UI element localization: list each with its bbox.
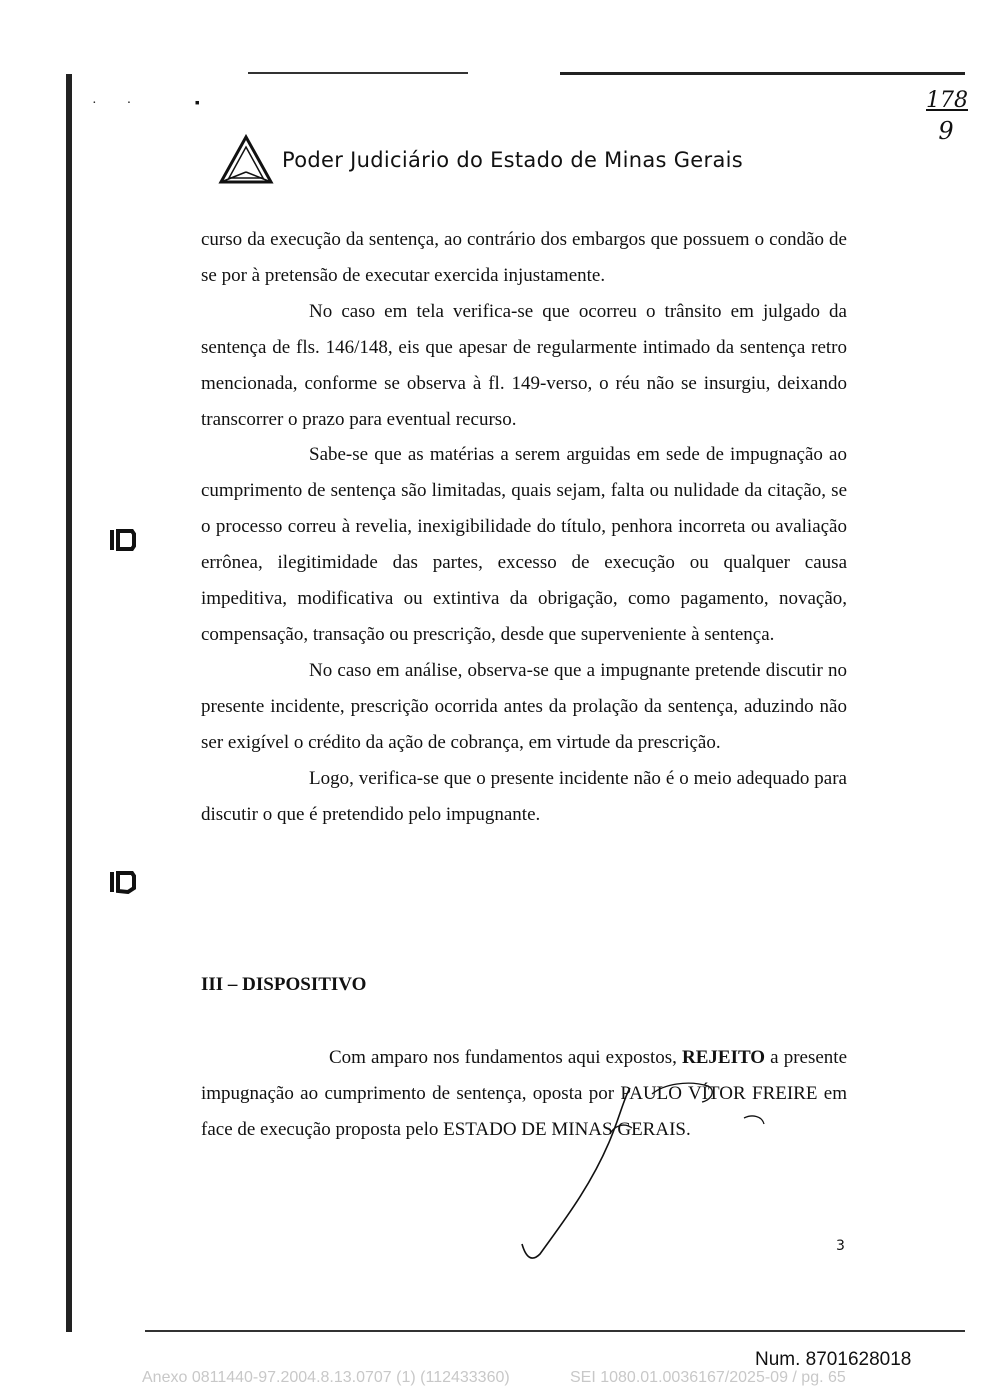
- folio-number: 178: [926, 88, 968, 113]
- footer-annex: Anexo 0811440-97.2004.8.13.0707 (1) (112433360): [142, 1369, 510, 1386]
- triangle-logo-icon: [218, 134, 274, 186]
- paragraph: No caso em análise, observa-se que a impugnante pretende discutir no presente incidente, prescrição ocorrida antes da prolação da sentença, aduzindo não ser exigível o crédito da ação de cobrança, em virtude da prescrição.: [201, 659, 847, 753]
- section-heading: III – DISPOSITIVO: [201, 974, 367, 995]
- folio-annotation: [926, 88, 966, 145]
- punch-hole-icon: [108, 526, 138, 554]
- top-rule-left: [248, 72, 468, 74]
- verdict: REJEITO: [682, 1047, 766, 1068]
- paragraph: No caso em tela verifica-se que ocorreu o trânsito em julgado da sentença de fls. 146/148, eis que apesar de regularmente intimado da sentença retro mencionada, conforme se observa à fl. 149-verso, o réu não se insurgiu, deixando transcorrer o prazo para eventual recurso.: [201, 300, 847, 430]
- body-text: [201, 222, 847, 832]
- folio-sub: 9: [938, 117, 954, 145]
- bottom-rule: [145, 1330, 965, 1332]
- dispositivo-intro: Com amparo nos fundamentos aqui expostos,: [329, 1047, 677, 1068]
- top-rule-right: [560, 72, 965, 75]
- footer-sei: SEI 1080.01.0036167/2025-09 / pg. 65: [570, 1369, 846, 1386]
- punch-hole-icon: [108, 868, 138, 896]
- letterhead: [218, 134, 743, 186]
- dispositivo-paragraph: [201, 1040, 847, 1148]
- document-number: Num. 8701628018: [755, 1349, 912, 1370]
- page-number: 3: [836, 1238, 845, 1254]
- scan-specks: ·· ▪: [92, 96, 230, 111]
- dispositivo-rest: a presente impugnação ao cumprimento de sentença, oposta por PAULO VÍTOR FREIRE em face de execução proposta pelo ESTADO DE MINAS GERAIS.: [201, 1047, 847, 1140]
- court-name: Poder Judiciário do Estado de Minas Gerais: [282, 148, 743, 172]
- scan-edge-bar: [66, 74, 72, 1332]
- paragraph: Logo, verifica-se que o presente incidente não é o meio adequado para discutir o que é pretendido pelo impugnante.: [201, 767, 847, 825]
- paragraph: curso da execução da sentença, ao contrário dos embargos que possuem o condão de se por à pretensão de executar exercida injustamente.: [201, 229, 847, 286]
- paragraph: Sabe-se que as matérias a serem arguidas em sede de impugnação ao cumprimento de sentença são limitadas, quais sejam, falta ou nulidade da citação, se o processo correu à revelia, inexigibilidade do título, penhora incorreta ou avaliação errônea, ilegitimidade das partes, excesso de execução ou qualquer causa impeditiva, modificativa ou extintiva da obrigação, como pagamento, novação, compensação, transação ou prescrição, desde que superveniente à sentença.: [201, 444, 847, 645]
